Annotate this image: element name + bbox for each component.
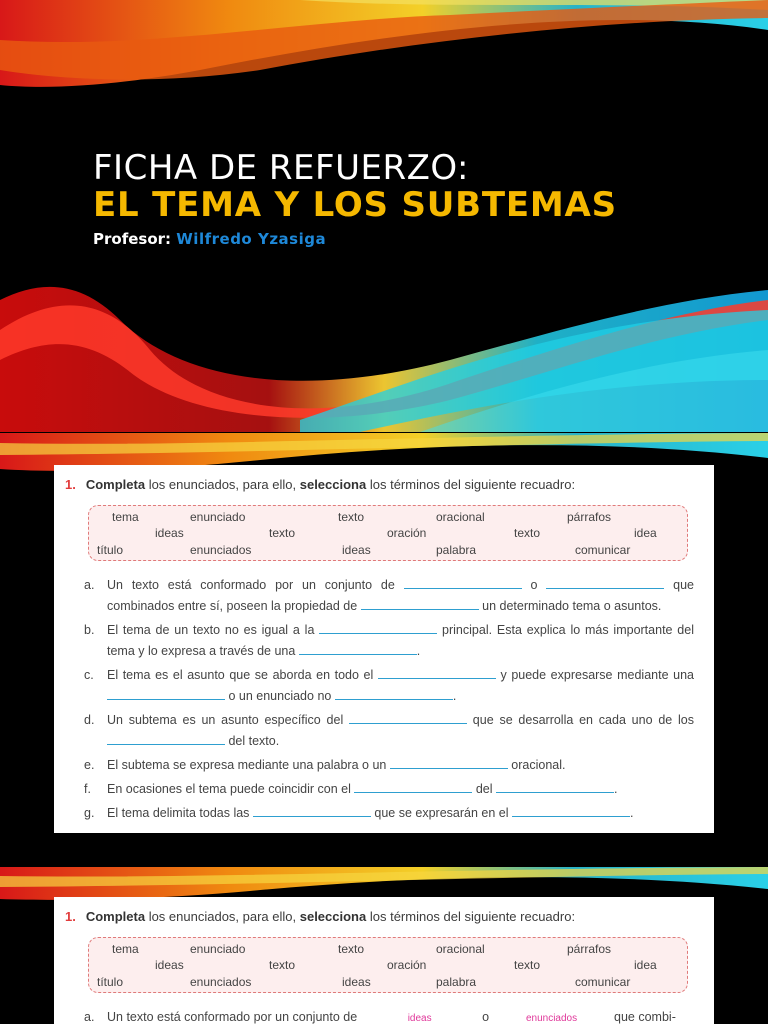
professor-name: Wilfredo Yzasiga	[176, 230, 327, 248]
worksheet-page	[54, 897, 714, 1024]
word-bank-term: texto	[269, 526, 296, 540]
slide-title-line1: FICHA DE REFUERZO:	[93, 148, 469, 188]
instruction-verb-completa: Completa	[85, 909, 146, 924]
instruction-verb-completa: Completa	[85, 477, 146, 492]
instruction-text: los términos del siguiente recuadro:	[366, 909, 576, 924]
answer-blank[interactable]	[546, 575, 664, 589]
exercise-item-e: e. El subtema se expresa mediante una palabra o un oracional.	[84, 755, 694, 776]
exercise-item-a: a. Un texto está conformado por un conjunto de o que combinados entre sí, poseen la propiedad de un determinado tema o asuntos.	[84, 575, 694, 617]
word-bank-term: texto	[269, 958, 296, 972]
instruction-text: los enunciados, para ello,	[145, 909, 300, 924]
instruction-verb-selecciona: selecciona	[299, 909, 367, 924]
answer-blank[interactable]	[390, 755, 508, 769]
exercise-items	[84, 1007, 694, 1024]
word-bank	[88, 505, 688, 561]
word-bank-term: texto	[514, 958, 541, 972]
worksheet-page	[54, 465, 714, 833]
word-bank	[88, 937, 688, 993]
word-bank-term: texto	[514, 526, 541, 540]
word-bank-term: texto	[338, 942, 365, 956]
answer-blank[interactable]	[354, 779, 472, 793]
answer-blank[interactable]	[512, 803, 630, 817]
word-bank-term: tema	[112, 510, 139, 524]
word-bank-term: enunciados	[190, 975, 252, 989]
answer-blank[interactable]	[378, 665, 496, 679]
answer-blank[interactable]	[299, 641, 417, 655]
word-bank-term: comunicar	[575, 543, 631, 557]
filled-answer[interactable]: enunciados	[493, 1008, 611, 1024]
title-slide	[0, 0, 768, 432]
word-bank-term: comunicar	[575, 975, 631, 989]
word-bank-term: ideas	[155, 526, 184, 540]
word-bank-term: oración	[387, 526, 427, 540]
instruction-verb-selecciona: selecciona	[299, 477, 367, 492]
word-bank-term: tema	[112, 942, 139, 956]
worksheet-slide-answers	[0, 867, 768, 1024]
instruction-text: los enunciados, para ello,	[145, 477, 300, 492]
word-bank-term: enunciado	[190, 942, 246, 956]
word-bank-term: oracional	[436, 942, 485, 956]
answer-blank[interactable]	[335, 686, 453, 700]
exercise-item-d: d. Un subtema es un asunto específico del que se desarrolla en cada uno de los del texto.	[84, 710, 694, 752]
word-bank-term: idea	[634, 958, 657, 972]
exercise-item-b: b. El tema de un texto no es igual a la principal. Esta explica lo más importante del tema y lo expresa a través de una .	[84, 620, 694, 662]
slide-title-line2: EL TEMA Y LOS SUBTEMAS	[93, 185, 617, 225]
word-bank-term: palabra	[436, 975, 477, 989]
exercise-item-f: f. En ocasiones el tema puede coincidir con el del .	[84, 779, 694, 800]
answer-blank[interactable]	[496, 779, 614, 793]
word-bank-term: título	[97, 543, 124, 557]
instruction-text: los términos del siguiente recuadro:	[366, 477, 576, 492]
word-bank-term: ideas	[342, 975, 371, 989]
answer-blank[interactable]	[349, 710, 467, 724]
exercise-item-a-answered: a. Un texto está conformado por un conjunto de ideas o enunciados que combi-	[84, 1007, 694, 1024]
word-bank-term: ideas	[342, 543, 371, 557]
answer-blank[interactable]	[361, 596, 479, 610]
answer-blank[interactable]	[253, 803, 371, 817]
word-bank-term: título	[97, 975, 124, 989]
word-bank-term: ideas	[155, 958, 184, 972]
word-bank-term: idea	[634, 526, 657, 540]
professor-line	[93, 230, 326, 248]
word-bank-term: enunciados	[190, 543, 252, 557]
exercise-item-g: g. El tema delimita todas las que se expresarán en el .	[84, 803, 694, 824]
exercise-items	[84, 575, 694, 827]
exercise-number: 1.	[65, 909, 76, 924]
word-bank-term: párrafos	[567, 942, 612, 956]
filled-answer[interactable]: ideas	[361, 1008, 479, 1024]
word-bank-term: texto	[338, 510, 365, 524]
worksheet-slide	[0, 433, 768, 866]
instruction	[65, 477, 575, 492]
answer-blank[interactable]	[319, 620, 437, 634]
instruction	[65, 909, 575, 924]
answer-blank[interactable]	[404, 575, 522, 589]
word-bank-term: oración	[387, 958, 427, 972]
exercise-number: 1.	[65, 477, 76, 492]
word-bank-term: oracional	[436, 510, 485, 524]
answer-blank[interactable]	[107, 731, 225, 745]
answer-blank[interactable]	[107, 686, 225, 700]
professor-label: Profesor:	[93, 230, 172, 248]
word-bank-term: palabra	[436, 543, 477, 557]
word-bank-term: enunciado	[190, 510, 246, 524]
exercise-item-c: c. El tema es el asunto que se aborda en todo el y puede expresarse mediante una o un enunciado no .	[84, 665, 694, 707]
word-bank-term: párrafos	[567, 510, 612, 524]
